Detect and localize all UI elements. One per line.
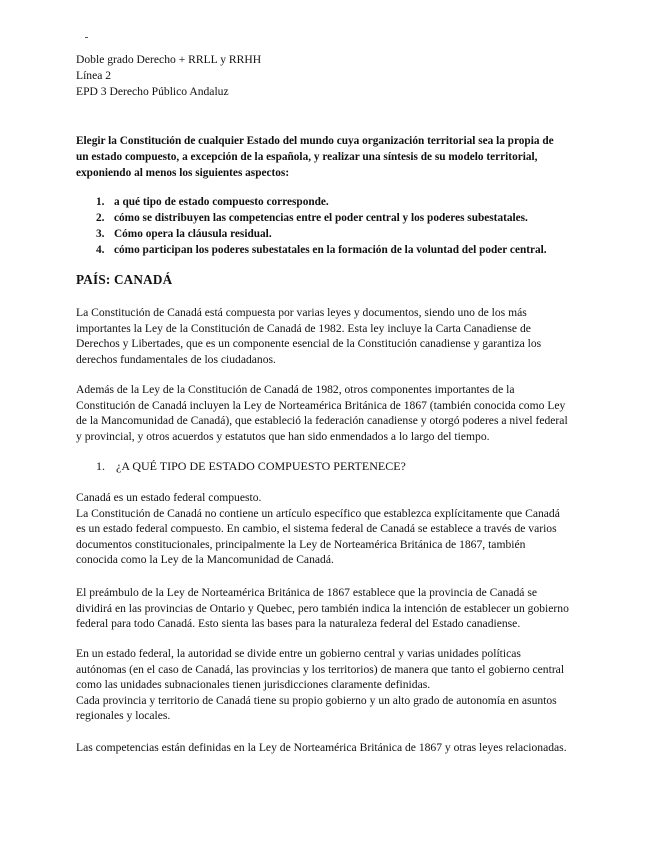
- item-text: cómo participan los poderes subestatales en la formación de la voluntad del poder central.: [114, 244, 547, 256]
- paragraph-line: es un estado federal compuesto. En cambio, el sistema federal de Canadá se establece a través de varios: [76, 522, 557, 536]
- paragraph-line: de la Mancomunidad de Canadá), que estableció la federación canadiense y otorgó poderes a nivel federal: [76, 414, 568, 428]
- paragraph-line: Las competencias están definidas en la Ley de Norteamérica Británica de 1867 y otras leyes relacionadas.: [76, 741, 567, 754]
- paragraph-3: [76, 490, 560, 568]
- section-heading-1: [96, 459, 406, 474]
- prompt-line-2: un estado compuesto, a excepción de la española, y realizar una síntesis de su modelo territorial,: [76, 151, 538, 163]
- paragraph-line: Cada provincia y territorio de Canadá tiene su propio gobierno y un alto grado de autonomía en asuntos: [76, 693, 557, 707]
- paragraph-5: [76, 646, 564, 724]
- paragraph-line: Canadá es un estado federal compuesto.: [76, 491, 262, 504]
- item-number: 3.: [96, 228, 105, 240]
- paragraph-line: y provincial, y otros acuerdos y estatutos que han sido enmendados a lo largo del tiempo.: [76, 429, 490, 443]
- paragraph-4: [76, 585, 569, 632]
- prompt-line-3: exponiendo al menos los siguientes aspectos:: [76, 167, 290, 179]
- paragraph-line: documentos constitucionales, principalmente la Ley de Norteamérica Británica de 1867, también: [76, 537, 526, 551]
- paragraph-line: derechos fundamentales de los ciudadanos.: [76, 352, 276, 366]
- paragraph-line: La Constitución de Canadá está compuesta por varias leyes y documentos, siendo uno de los más: [76, 306, 527, 319]
- paragraph-2: [76, 382, 568, 444]
- item-number: 4.: [96, 244, 105, 256]
- header-line-1: Doble grado Derecho + RRLL y RRHH: [76, 53, 262, 66]
- paragraph-line: Derechos y Libertades, que es un componente esencial de la Constitución canadiense y garantiza los: [76, 337, 542, 351]
- paragraph-line: conocida como la Ley de la Mancomunidad de Canadá.: [76, 553, 334, 567]
- item-number: 1.: [96, 196, 105, 208]
- item-text: a qué tipo de estado compuesto corresponde.: [114, 196, 329, 208]
- item-text: Cómo opera la cláusula residual.: [114, 228, 272, 240]
- paragraph-6: [76, 740, 567, 756]
- prompt-item-2: [96, 212, 528, 224]
- paragraph-line: En un estado federal, la autoridad se divide entre un gobierno central y varias unidades políticas: [76, 647, 521, 660]
- prompt-item-4: [96, 244, 547, 256]
- header-line-3: EPD 3 Derecho Público Andaluz: [76, 85, 229, 98]
- paragraph-line: El preámbulo de la Ley de Norteamérica Británica de 1867 establece que la provincia de Canadá se: [76, 586, 537, 599]
- item-number: 2.: [96, 212, 105, 224]
- paragraph-line: federal para todo Canadá. Esto sienta las bases para la naturaleza federal del Estado canadiense.: [76, 617, 521, 631]
- page-mark: [85, 37, 88, 38]
- section-title: ¿A QUÉ TIPO DE ESTADO COMPUESTO PERTENECE?: [116, 459, 406, 473]
- paragraph-line: dividirá en las provincias de Ontario y Quebec, pero también indica la intención de establecer un gobierno: [76, 601, 569, 615]
- section-number: 1.: [96, 459, 105, 473]
- country-heading: PAÍS: CANADÁ: [76, 272, 173, 287]
- paragraph-line: Además de la Ley de la Constitución de Canadá de 1982, otros componentes importantes de la: [76, 383, 515, 396]
- paragraph-line: como las unidades subnacionales tienen jurisdicciones claramente definidas.: [76, 678, 431, 692]
- prompt-item-1: [96, 196, 329, 208]
- paragraph-line: regionales y locales.: [76, 709, 171, 723]
- paragraph-line: importantes la Ley de la Constitución de Canadá de 1982. Esta ley incluye la Carta Canadiense de: [76, 321, 531, 335]
- prompt-line-1: Elegir la Constitución de cualquier Estado del mundo cuya organización territorial sea la propia de: [76, 135, 554, 147]
- paragraph-line: La Constitución de Canadá no contiene un artículo específico que establezca explícitamente que Canadá: [76, 506, 560, 520]
- header-line-2: Línea 2: [76, 69, 112, 82]
- prompt-item-3: [96, 228, 272, 240]
- paragraph-1: [76, 305, 541, 367]
- paragraph-line: Constitución de Canadá incluyen la Ley de Norteamérica Británica de 1867 (también conocida como Ley: [76, 398, 566, 412]
- paragraph-line: autónomas (en el caso de Canadá, las provincias y los territorios) de manera que tanto el gobierno central: [76, 662, 565, 676]
- item-text: cómo se distribuyen las competencias entre el poder central y los poderes subestatales.: [114, 212, 528, 224]
